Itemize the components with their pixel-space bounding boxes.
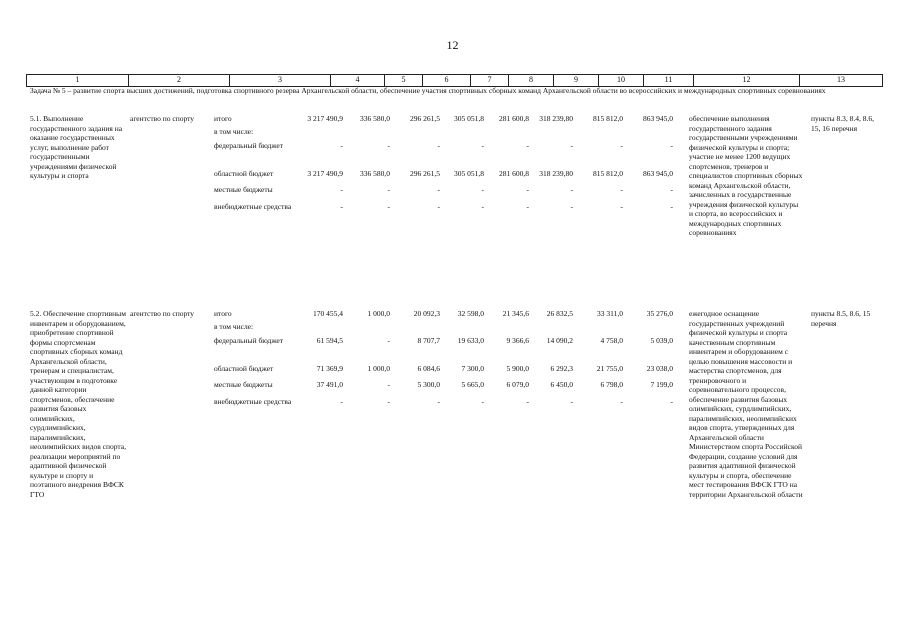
header-col-6: 6	[422, 75, 470, 86]
value-cell: 336 580,0	[360, 114, 390, 123]
value-cell: -	[670, 185, 673, 194]
value-cell: -	[340, 141, 343, 150]
value-cell: 37 491,0	[316, 380, 343, 389]
value-cell: -	[437, 397, 440, 406]
value-cell: 318 239,80	[539, 114, 573, 123]
value-cell: -	[481, 185, 484, 194]
value-cell: 32 598,0	[457, 309, 484, 318]
value-cell: -	[620, 185, 623, 194]
value-cell: 14 090,2	[546, 336, 573, 345]
header-col-10: 10	[598, 75, 643, 86]
header-col-5: 5	[384, 75, 422, 86]
value-cell: -	[481, 141, 484, 150]
value-cell: -	[437, 141, 440, 150]
value-cell: 6 450,0	[550, 380, 573, 389]
value-cell: -	[387, 380, 390, 389]
value-cell: -	[670, 202, 673, 211]
value-cell: 5 665,0	[461, 380, 484, 389]
header-col-8: 8	[508, 75, 553, 86]
source-label: областной бюджет	[214, 364, 274, 373]
value-cell: 21 345,6	[502, 309, 529, 318]
value-cell: -	[387, 202, 390, 211]
page-number: 12	[446, 38, 459, 52]
value-cell: -	[437, 202, 440, 211]
value-cell: 26 832,5	[546, 309, 573, 318]
row-points: пункты 8.3, 8.4, 8.6, 15, 16 перечня	[811, 114, 875, 133]
value-cell: 5 900,0	[506, 364, 529, 373]
header-col-11: 11	[643, 75, 693, 86]
source-label: внебюджетные средства	[214, 202, 292, 211]
value-cell: 5 300,0	[417, 380, 440, 389]
value-cell: 33 311,0	[597, 309, 623, 318]
value-cell: 23 038,0	[646, 364, 673, 373]
value-cell: 35 276,0	[646, 309, 673, 318]
value-cell: 1 000,0	[367, 309, 390, 318]
task-text: Задача № 5 – развитие спорта высших достижений, подготовка спортивного резерва Архангельской области, обеспечение участия спортивных сборных команд Архангельской области во всероссийских и международных спортивных соревнованиях	[30, 86, 826, 95]
value-cell: 6 079,0	[506, 380, 529, 389]
value-cell: -	[340, 185, 343, 194]
header-col-9: 9	[553, 75, 598, 86]
value-cell: 71 369,9	[316, 364, 343, 373]
header-col-1: 1	[26, 75, 128, 86]
value-cell: -	[570, 202, 573, 211]
source-label: итого	[214, 114, 232, 123]
value-cell: -	[620, 141, 623, 150]
value-cell: 5 039,0	[650, 336, 673, 345]
value-cell: 170 455,4	[313, 309, 343, 318]
source-label: федеральный бюджет	[214, 141, 284, 150]
value-cell: 9 366,6	[506, 336, 529, 345]
value-cell: -	[620, 397, 623, 406]
value-cell: -	[570, 141, 573, 150]
row-name: 5.1. Выполнение государственного задания на оказание государственных услуг, выполнение работ государственными учреждениями физической культуры и спорта	[30, 114, 123, 180]
value-cell: 6 292,3	[550, 364, 573, 373]
value-cell: -	[387, 141, 390, 150]
value-cell: -	[481, 397, 484, 406]
row-points: пункты 8.5, 8.6, 15 перечня	[811, 309, 871, 328]
value-cell: 281 600,8	[499, 169, 529, 178]
value-cell: 21 755,0	[596, 364, 623, 373]
value-cell: -	[570, 185, 573, 194]
value-cell: 318 239,80	[539, 169, 573, 178]
row-executor: агентство по спорту	[130, 114, 195, 123]
value-cell: -	[481, 202, 484, 211]
value-cell: -	[340, 202, 343, 211]
source-label: областной бюджет	[214, 169, 274, 178]
value-cell: -	[387, 336, 390, 345]
value-cell: 20 092,3	[413, 309, 440, 318]
value-cell: 61 594,5	[316, 336, 343, 345]
value-cell: 7 300,0	[461, 364, 484, 373]
source-label: местные бюджеты	[214, 185, 273, 194]
value-cell: -	[526, 141, 529, 150]
header-col-13: 13	[799, 75, 883, 86]
header-col-3: 3	[229, 75, 330, 86]
value-cell: -	[387, 185, 390, 194]
value-cell: -	[670, 141, 673, 150]
source-label: внебюджетные средства	[214, 397, 292, 406]
row-result: ежегодное оснащение государственных учреждений физической культуры и спорта качественным спортивным инвентарем и оборудованием с целью повышения массовости и мастерства спортсменов, для тренировочного и соревновательного процессов, обеспечение развития базовых олимпийских, сурдлимпийских, паралимпийских, неолимпийских видов спорта, утвержденных для Архангельской области Министерством спорта Российской Федерации, создание условий для развития адаптивной физической культуры и спорта, обеспечение мест тестирования ВФСК ГТО на территории Архангельской области	[689, 309, 803, 499]
value-cell: -	[340, 397, 343, 406]
row-executor: агентство по спорту	[130, 309, 195, 318]
value-cell: 7 199,0	[650, 380, 673, 389]
value-cell: -	[526, 202, 529, 211]
value-cell: 305 051,8	[454, 169, 484, 178]
value-cell: 1 000,0	[367, 364, 390, 373]
row-name: 5.2. Обеспечение спортивным инвентарем и оборудованием, приобретение спортивной формы спортсменам спортивных сборных команд Архангельской области, тренерам и специалистам, участвующим в подготовке данной категории спортсменов, обеспечение развития базовых олимпийских, сурдлимпийских, паралимпийских, неолимпийских видов спорта, реализации мероприятий по адаптивной физической культуре и спорту и поэтапного внедрения ВФСК ГТО	[30, 309, 127, 499]
value-cell: 3 217 490,9	[307, 114, 343, 123]
value-cell: 6 798,0	[600, 380, 623, 389]
value-cell: 281 600,8	[499, 114, 529, 123]
header-col-7: 7	[470, 75, 508, 86]
value-cell: 863 945,0	[643, 169, 673, 178]
value-cell: -	[526, 185, 529, 194]
source-label: итого	[214, 309, 232, 318]
value-cell: 305 051,8	[454, 114, 484, 123]
value-cell: 336 580,0	[360, 169, 390, 178]
header-col-12: 12	[693, 75, 799, 86]
source-label: в том числе:	[214, 322, 254, 331]
header-col-4: 4	[330, 75, 384, 86]
source-label: федеральный бюджет	[214, 336, 284, 345]
value-cell: -	[670, 397, 673, 406]
value-cell: 19 633,0	[457, 336, 484, 345]
source-label: в том числе:	[214, 127, 254, 136]
value-cell: -	[570, 397, 573, 406]
value-cell: -	[620, 202, 623, 211]
value-cell: 296 261,5	[410, 169, 440, 178]
row-result: обеспечение выполнения государственного задания государственными учреждениями физической культуры и спорта; участие не менее 1200 ведущих спортсменов, тренеров и специалистов спортивных сборных команд Архангельской области, зачисленных в государственные учреждения физической культуры и спорта, во всероссийских и международных спортивных соревнованиях	[689, 114, 803, 237]
value-cell: 815 812,0	[593, 114, 623, 123]
value-cell: 4 758,0	[600, 336, 623, 345]
value-cell: 3 217 490,9	[307, 169, 343, 178]
value-cell: 815 812,0	[593, 169, 623, 178]
source-label: местные бюджеты	[214, 380, 273, 389]
value-cell: -	[526, 397, 529, 406]
value-cell: 296 261,5	[410, 114, 440, 123]
value-cell: -	[437, 185, 440, 194]
value-cell: 8 707,7	[417, 336, 440, 345]
value-cell: 6 084,6	[417, 364, 440, 373]
header-col-2: 2	[128, 75, 229, 86]
value-cell: -	[387, 397, 390, 406]
value-cell: 863 945,0	[643, 114, 673, 123]
